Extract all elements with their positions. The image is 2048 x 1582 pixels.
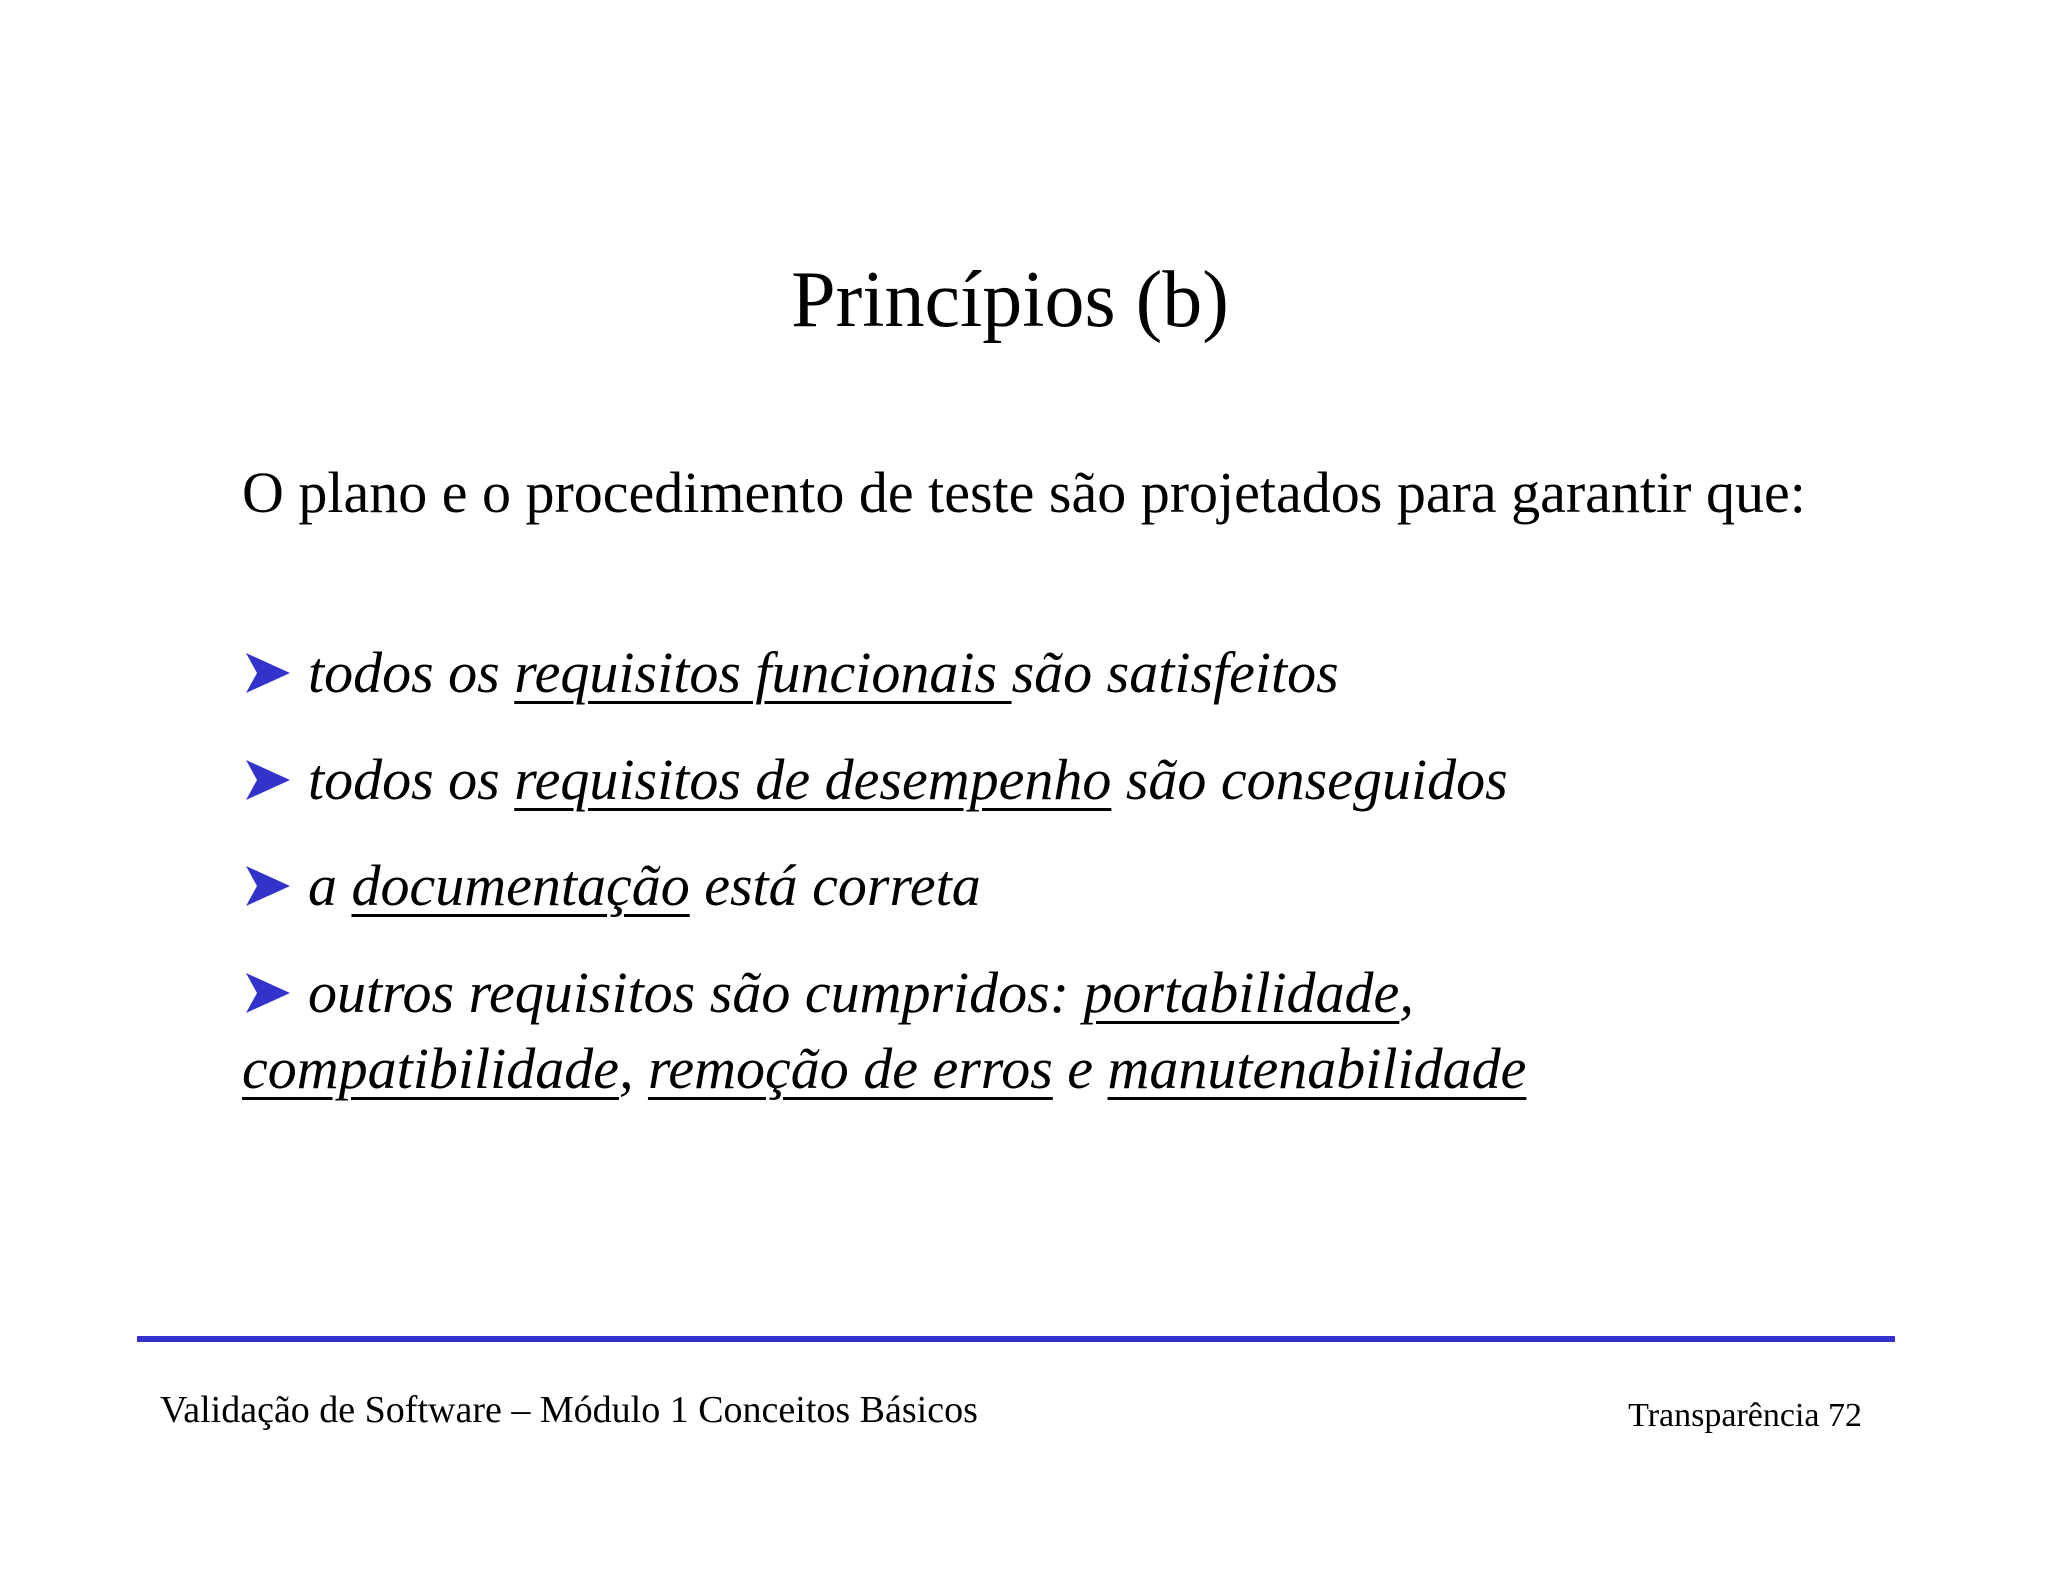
slide-title: Princípios (b) xyxy=(791,256,1229,344)
intro-paragraph: O plano e o procedimento de teste são projetados para garantir que: xyxy=(242,460,1806,525)
bullet-text: todos os xyxy=(308,747,515,812)
footer-divider xyxy=(137,1336,1895,1342)
underlined-term: remoção de erros xyxy=(647,1036,1053,1101)
arrowhead-bullet-icon xyxy=(242,757,294,803)
footer-slide-number: Transparência 72 xyxy=(1628,1397,1862,1434)
bullet-text: outros requisitos são cumpridos: xyxy=(308,960,1084,1025)
arrowhead-bullet-icon xyxy=(242,863,294,909)
underlined-term: documentação xyxy=(351,853,690,918)
bullet-text: são satisfeitos xyxy=(1011,640,1339,705)
bullet-text: , xyxy=(618,1036,648,1101)
bullet-text: todos os xyxy=(308,640,515,705)
underlined-term: requisitos funcionais xyxy=(514,640,1012,705)
bullet-item-2 xyxy=(242,742,1882,818)
bullet-item-1 xyxy=(242,635,1882,711)
bullet-item-3 xyxy=(242,848,1882,924)
bullet-item-4 xyxy=(242,955,1882,1107)
bullet-text: e xyxy=(1052,1036,1108,1101)
underlined-term: portabilidade xyxy=(1083,960,1400,1025)
bullet-text: está correta xyxy=(689,853,981,918)
arrowhead-bullet-icon xyxy=(242,650,294,696)
bullet-text: são conseguidos xyxy=(1111,747,1508,812)
underlined-term: manutenabilidade xyxy=(1107,1036,1527,1101)
bullet-text: a xyxy=(308,853,352,918)
underlined-term: requisitos de desempenho xyxy=(514,747,1112,812)
bullet-text: , xyxy=(1399,960,1414,1025)
arrowhead-bullet-icon xyxy=(242,970,294,1016)
underlined-term: compatibilidade xyxy=(242,1036,619,1101)
footer-course-title: Validação de Software – Módulo 1 Conceitos Básicos xyxy=(160,1389,978,1431)
